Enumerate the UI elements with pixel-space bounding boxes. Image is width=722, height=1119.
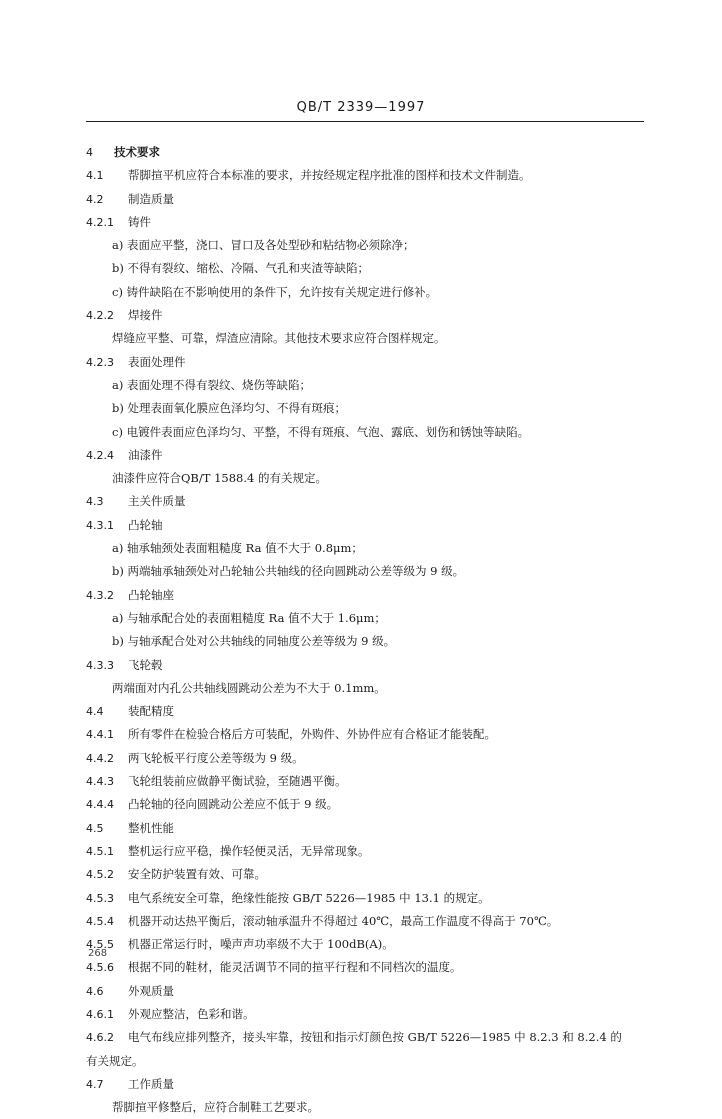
clause-text: 电气系统安全可靠，绝缘性能按 GB/T 5226—1985 中 13.1 的规定。 [128, 890, 490, 905]
clause-number: 4.5.1 [86, 844, 114, 858]
clause-line [86, 1073, 648, 1096]
list-item [86, 281, 648, 304]
continuation-line [86, 1050, 648, 1073]
clause-text: 凸轮轴的径向圆跳动公差应不低于 9 级。 [128, 797, 339, 812]
clause-text: 焊接件 [128, 308, 163, 323]
clause-number: 4.6.2 [86, 1031, 114, 1045]
clause-text: 安全防护装置有效、可靠。 [128, 867, 266, 882]
clause-text: b) 处理表面氧化膜应色泽均匀、不得有斑痕； [112, 401, 347, 416]
clause-text: 飞轮组装前应做静平衡试验，至随遇平衡。 [128, 774, 347, 789]
clause-number: 4.2.1 [86, 215, 114, 229]
clause-number: 4.3 [86, 495, 104, 509]
clause-line [86, 887, 648, 910]
clause-text: 整机性能 [128, 820, 174, 835]
clause-line [86, 933, 648, 956]
clause-line [86, 1026, 648, 1049]
clause-number: 4.2 [86, 192, 104, 206]
clause-line [86, 188, 648, 211]
clause-text: 制造质量 [128, 191, 174, 206]
clause-text: 帮脚揎平修整后，应符合制鞋工艺要求。 [112, 1100, 319, 1115]
clause-line [86, 304, 648, 327]
clause-text: 装配精度 [128, 704, 174, 719]
list-item [86, 467, 648, 490]
clause-text: 电气布线应排列整齐，接头牢靠，按钮和指示灯颜色按 GB/T 5226—1985 中 8.2.3 和 8.2.4 的 [128, 1030, 622, 1045]
clause-line [86, 700, 648, 723]
clause-number: 4.2.4 [86, 448, 114, 462]
clause-line [86, 840, 648, 863]
clause-number: 4.4 [86, 705, 104, 719]
clause-line [86, 770, 648, 793]
clause-number: 4.5.3 [86, 891, 114, 905]
clause-line [86, 584, 648, 607]
clause-line [86, 910, 648, 933]
clause-text: 机器正常运行时，噪声声功率级不大于 100dB(A)。 [128, 937, 394, 952]
clause-line [86, 654, 648, 677]
clause-text: b) 与轴承配合处对公共轴线的同轴度公差等级为 9 级。 [112, 634, 396, 649]
clause-number: 4.3.1 [86, 518, 114, 532]
clause-line [86, 980, 648, 1003]
clause-text: 两飞轮板平行度公差等级为 9 级。 [128, 750, 304, 765]
clause-text: 两端面对内孔公共轴线圆跳动公差为不大于 0.1mm。 [112, 680, 386, 695]
clause-line [86, 863, 648, 886]
page-number: 268 [88, 948, 108, 959]
list-item [86, 560, 648, 583]
list-item [86, 1096, 648, 1119]
list-item [86, 327, 648, 350]
clause-line [86, 1003, 648, 1026]
clause-text: 工作质量 [128, 1076, 174, 1091]
clause-line [86, 141, 648, 164]
clause-number: 4.2.3 [86, 355, 114, 369]
clause-line [86, 793, 648, 816]
clause-number: 4.5 [86, 821, 104, 835]
clause-text: 机器开动达热平衡后，滚动轴承温升不得超过 40℃，最高工作温度不得高于 70℃。 [128, 913, 559, 928]
clause-number: 4.1 [86, 169, 104, 183]
clause-text: a) 表面处理不得有裂纹、烧伤等缺陷； [112, 377, 311, 392]
clause-line [86, 817, 648, 840]
clause-line [86, 956, 648, 979]
clause-number: 4.5.2 [86, 868, 114, 882]
clause-text: a) 与轴承配合处的表面粗糙度 Ra 值不大于 1.6μm； [112, 610, 386, 625]
clause-text: 凸轮轴座 [128, 587, 174, 602]
clause-line [86, 211, 648, 234]
list-item [86, 374, 648, 397]
clause-number: 4.5.5 [86, 938, 114, 952]
clause-text: 外观应整洁，色彩和谐。 [128, 1006, 255, 1021]
clause-text: a) 表面应平整，浇口、冒口及各处型砂和粘结物必须除净； [112, 238, 415, 253]
clause-text: b) 两端轴承轴颈处对凸轮轴公共轴线的径向圆跳动公差等级为 9 级。 [112, 564, 465, 579]
clause-number: 4.4.1 [86, 728, 114, 742]
clause-line [86, 514, 648, 537]
clause-number: 4 [86, 146, 93, 159]
clause-text: 表面处理件 [128, 354, 186, 369]
clause-line [86, 444, 648, 467]
list-item [86, 630, 648, 653]
clause-number: 4.6.1 [86, 1007, 114, 1021]
clause-text: c) 电镀件表面应色泽均匀、平整，不得有斑痕、气泡、露底、划伤和锈蚀等缺陷。 [112, 424, 530, 439]
clause-line [86, 490, 648, 513]
clause-line [86, 723, 648, 746]
clause-number: 4.5.6 [86, 961, 114, 975]
clause-text: 所有零件在检验合格后方可装配，外购件、外协件应有合格证才能装配。 [128, 727, 496, 742]
clause-text: 技术要求 [114, 145, 160, 159]
clause-line [86, 351, 648, 374]
clause-number: 4.3.2 [86, 588, 114, 602]
list-item [86, 607, 648, 630]
clause-number: 4.4.2 [86, 751, 114, 765]
clause-text: 整机运行应平稳，操作轻便灵活，无异常现象。 [128, 843, 370, 858]
clause-text: 焊缝应平整、可靠，焊渣应清除。其他技术要求应符合图样规定。 [112, 331, 446, 346]
clause-line [86, 164, 648, 187]
clause-text: 凸轮轴 [128, 517, 163, 532]
clause-text: 油漆件应符合QB/T 1588.4 的有关规定。 [112, 471, 327, 486]
clause-number: 4.4.3 [86, 775, 114, 789]
clause-text: b) 不得有裂纹、缩松、冷隔、气孔和夹渣等缺陷； [112, 261, 370, 276]
clause-number: 4.4.4 [86, 798, 114, 812]
clause-text: 根据不同的鞋材，能灵活调节不同的揎平行程和不同档次的温度。 [128, 960, 462, 975]
document-body [86, 141, 648, 1119]
list-item [86, 677, 648, 700]
clause-text: 油漆件 [128, 447, 163, 462]
clause-text: 铸件 [128, 214, 151, 229]
clause-number: 4.2.2 [86, 309, 114, 323]
clause-text: 主关件质量 [128, 494, 186, 509]
clause-line [86, 747, 648, 770]
list-item [86, 397, 648, 420]
clause-text: c) 铸件缺陷在不影响使用的条件下，允许按有关规定进行修补。 [112, 284, 438, 299]
clause-text: 帮脚揎平机应符合本标准的要求，并按经规定程序批准的图样和技术文件制造。 [128, 168, 531, 183]
clause-number: 4.6 [86, 984, 104, 998]
clause-text: 有关规定。 [86, 1053, 144, 1068]
list-item [86, 537, 648, 560]
list-item [86, 234, 648, 257]
header-rule [86, 121, 644, 122]
clause-text: 外观质量 [128, 983, 174, 998]
list-item [86, 257, 648, 280]
clause-number: 4.5.4 [86, 914, 114, 928]
clause-text: 飞轮毂 [128, 657, 163, 672]
clause-number: 4.7 [86, 1077, 104, 1091]
list-item [86, 421, 648, 444]
clause-number: 4.3.3 [86, 658, 114, 672]
page-header [0, 100, 722, 115]
clause-text: a) 轴承轴颈处表面粗糙度 Ra 值不大于 0.8μm； [112, 541, 363, 556]
standard-code: QB/T 2339—1997 [296, 100, 426, 115]
